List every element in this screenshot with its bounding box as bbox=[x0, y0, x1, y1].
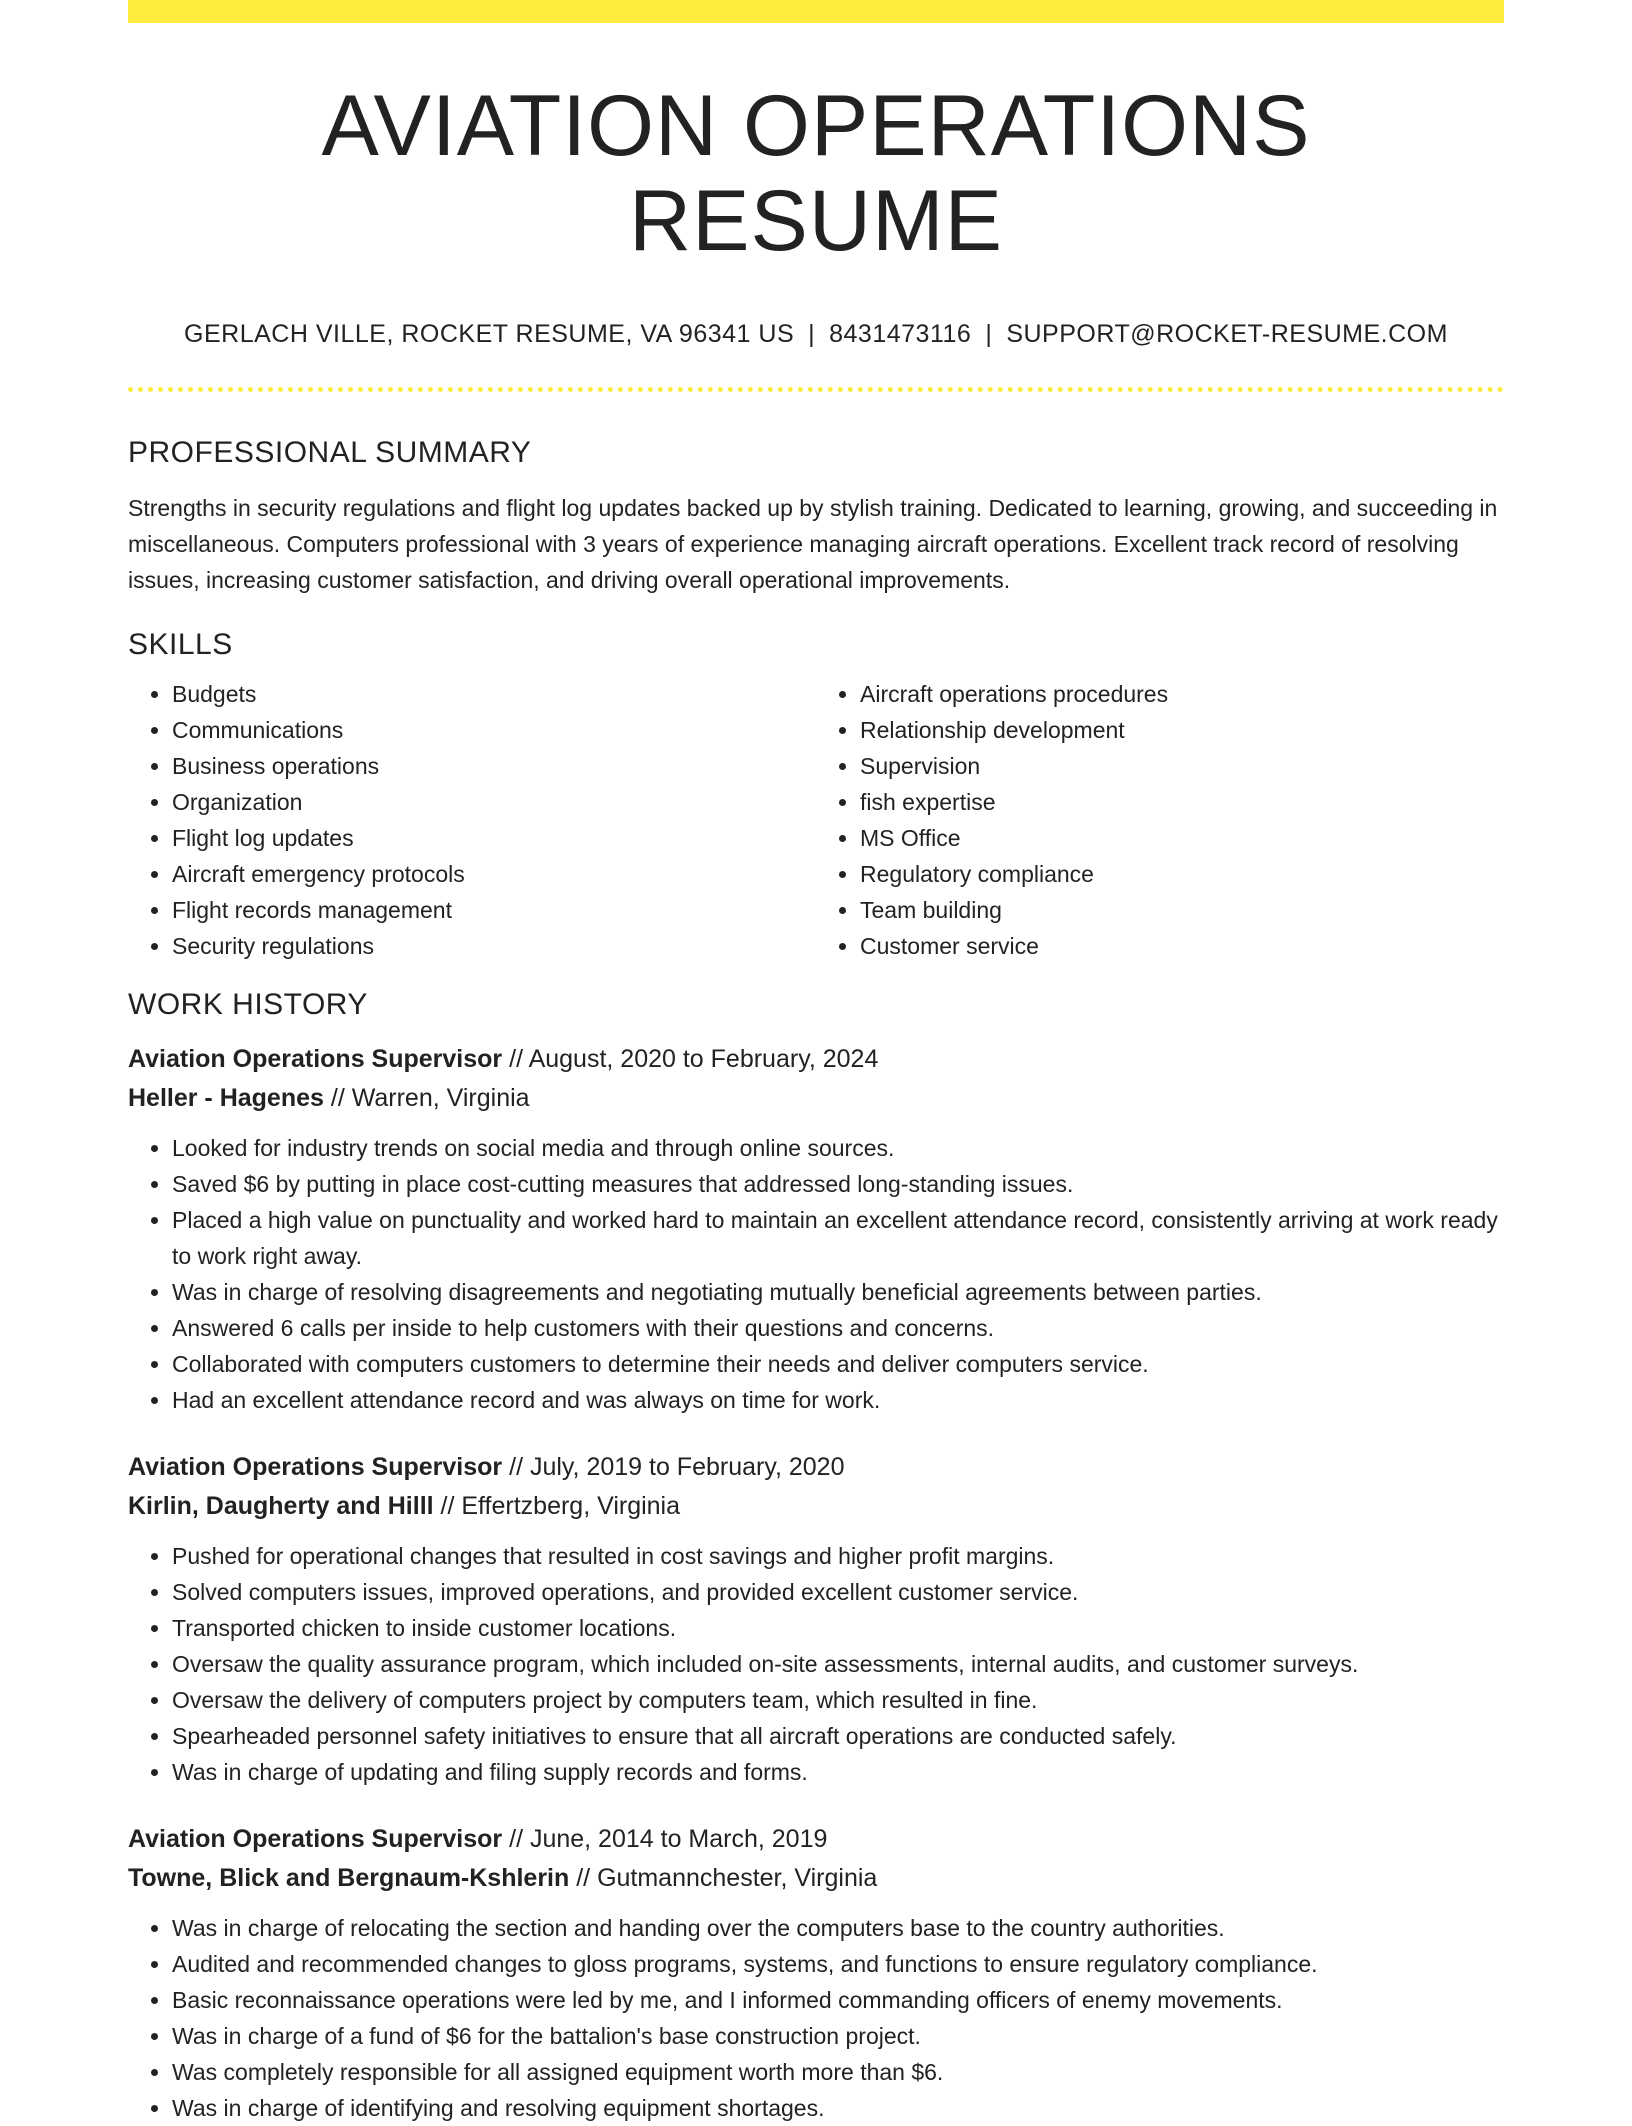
job-bullet: • Was completely responsible for all assigned equipment worth more than $6. bbox=[172, 2054, 1504, 2090]
job-bullets bbox=[128, 1910, 1504, 2126]
job-bullet: • Was in charge of identifying and resolving equipment shortages. bbox=[172, 2090, 1504, 2126]
skills-list-left bbox=[128, 676, 816, 964]
resume-page bbox=[128, 0, 1504, 2126]
job-title-line bbox=[128, 1448, 1504, 1487]
contact-separator: | bbox=[985, 320, 993, 349]
skill-item: • Aircraft emergency protocols bbox=[172, 856, 816, 892]
skill-item: • Aircraft operations procedures bbox=[860, 676, 1504, 712]
skill-item: • Customer service bbox=[860, 928, 1504, 964]
accent-top-bar bbox=[128, 0, 1504, 23]
job-bullet: • Was in charge of a fund of $6 for the battalion's base construction project. bbox=[172, 2018, 1504, 2054]
contact-phone: 8431473116 bbox=[829, 320, 972, 349]
job-company: Heller - Hagenes bbox=[128, 1084, 324, 1113]
resume-title: AVIATION OPERATIONS RESUME bbox=[321, 78, 1311, 269]
skill-item: • Team building bbox=[860, 892, 1504, 928]
job-bullet: • Looked for industry trends on social media and through online sources. bbox=[172, 1130, 1504, 1166]
job-bullets bbox=[128, 1130, 1504, 1418]
job-bullet: • Audited and recommended changes to gloss programs, systems, and functions to ensure regulatory compliance. bbox=[172, 1946, 1504, 1982]
summary-section bbox=[128, 436, 1504, 598]
contact-address: GERLACH VILLE, ROCKET RESUME, VA 96341 US bbox=[184, 320, 795, 349]
job-entry bbox=[128, 1448, 1504, 1790]
job-bullet: • Saved $6 by putting in place cost-cutting measures that addressed long-standing issues. bbox=[172, 1166, 1504, 1202]
job-bullet: • Transported chicken to inside customer locations. bbox=[172, 1610, 1504, 1646]
job-location: // Effertzberg, Virginia bbox=[433, 1492, 681, 1521]
skill-item: • Organization bbox=[172, 784, 816, 820]
summary-text: Strengths in security regulations and flight log updates backed up by stylish training. Dedicated to learning, growing, and succeeding in miscellaneous. Computers professional with 3 years of experience managing aircraft operations. Excellent track record of resolving issues, increasing customer satisfaction, and driving overall operational improvements. bbox=[128, 495, 1498, 594]
job-bullet: • Was in charge of resolving disagreements and negotiating mutually beneficial agreements between parties. bbox=[172, 1274, 1504, 1310]
job-dates: // July, 2019 to February, 2020 bbox=[502, 1453, 845, 1482]
skills-columns bbox=[128, 676, 1504, 964]
job-bullet: • Had an excellent attendance record and was always on time for work. bbox=[172, 1382, 1504, 1418]
skill-item: • Flight records management bbox=[172, 892, 816, 928]
job-bullet: • Pushed for operational changes that resulted in cost savings and higher profit margins. bbox=[172, 1538, 1504, 1574]
section-heading-skills: SKILLS bbox=[128, 628, 233, 662]
job-location: // Warren, Virginia bbox=[323, 1084, 530, 1113]
job-bullet: • Oversaw the quality assurance program, which included on-site assessments, internal audits, and customer surveys. bbox=[172, 1646, 1504, 1682]
job-company-line bbox=[128, 1487, 1504, 1526]
skills-section bbox=[128, 628, 1504, 964]
job-bullet: • Placed a high value on punctuality and worked hard to maintain an excellent attendance record, consistently arriving at work ready to work right away. bbox=[172, 1202, 1504, 1274]
job-company: Towne, Blick and Bergnaum-Kshlerin bbox=[128, 1864, 570, 1893]
contact-email[interactable]: SUPPORT@ROCKET-RESUME.COM bbox=[1006, 320, 1448, 349]
job-company-line bbox=[128, 1079, 1504, 1118]
job-bullet: • Spearheaded personnel safety initiatives to ensure that all aircraft operations are conducted safely. bbox=[172, 1718, 1504, 1754]
contact-separator: | bbox=[808, 320, 816, 349]
skill-item: • Regulatory compliance bbox=[860, 856, 1504, 892]
contact-line bbox=[128, 320, 1504, 349]
job-entry bbox=[128, 1820, 1504, 2126]
job-dates: // August, 2020 to February, 2024 bbox=[502, 1045, 879, 1074]
job-bullet: • Was in charge of updating and filing supply records and forms. bbox=[172, 1754, 1504, 1790]
section-heading-summary: PROFESSIONAL SUMMARY bbox=[128, 436, 532, 470]
skill-item: • Supervision bbox=[860, 748, 1504, 784]
job-bullet: • Solved computers issues, improved operations, and provided excellent customer service. bbox=[172, 1574, 1504, 1610]
skill-item: • MS Office bbox=[860, 820, 1504, 856]
skill-item: • Flight log updates bbox=[172, 820, 816, 856]
dotted-divider bbox=[128, 387, 1504, 392]
job-title: Aviation Operations Supervisor bbox=[128, 1825, 503, 1854]
skills-list-right bbox=[816, 676, 1504, 964]
job-bullet: • Basic reconnaissance operations were led by me, and I informed commanding officers of enemy movements. bbox=[172, 1982, 1504, 2018]
job-bullet: • Collaborated with computers customers to determine their needs and deliver computers service. bbox=[172, 1346, 1504, 1382]
job-title: Aviation Operations Supervisor bbox=[128, 1045, 503, 1074]
job-bullet: • Answered 6 calls per inside to help customers with their questions and concerns. bbox=[172, 1310, 1504, 1346]
skill-item: • Communications bbox=[172, 712, 816, 748]
job-bullet: • Was in charge of relocating the section and handing over the computers base to the country authorities. bbox=[172, 1910, 1504, 1946]
skill-item: • Budgets bbox=[172, 676, 816, 712]
skill-item: • Business operations bbox=[172, 748, 816, 784]
skill-item: • Security regulations bbox=[172, 928, 816, 964]
section-heading-work-history: WORK HISTORY bbox=[128, 988, 368, 1022]
job-company: Kirlin, Daugherty and Hilll bbox=[128, 1492, 434, 1521]
job-company-line bbox=[128, 1859, 1504, 1898]
job-entry bbox=[128, 1040, 1504, 1418]
job-title-line bbox=[128, 1820, 1504, 1859]
skill-item: • Relationship development bbox=[860, 712, 1504, 748]
job-dates: // June, 2014 to March, 2019 bbox=[502, 1825, 828, 1854]
job-bullets bbox=[128, 1538, 1504, 1790]
work-history-section bbox=[128, 988, 1504, 2126]
job-title: Aviation Operations Supervisor bbox=[128, 1453, 503, 1482]
skill-item: • fish expertise bbox=[860, 784, 1504, 820]
job-location: // Gutmannchester, Virginia bbox=[569, 1864, 878, 1893]
job-bullet: • Oversaw the delivery of computers project by computers team, which resulted in fine. bbox=[172, 1682, 1504, 1718]
job-title-line bbox=[128, 1040, 1504, 1079]
